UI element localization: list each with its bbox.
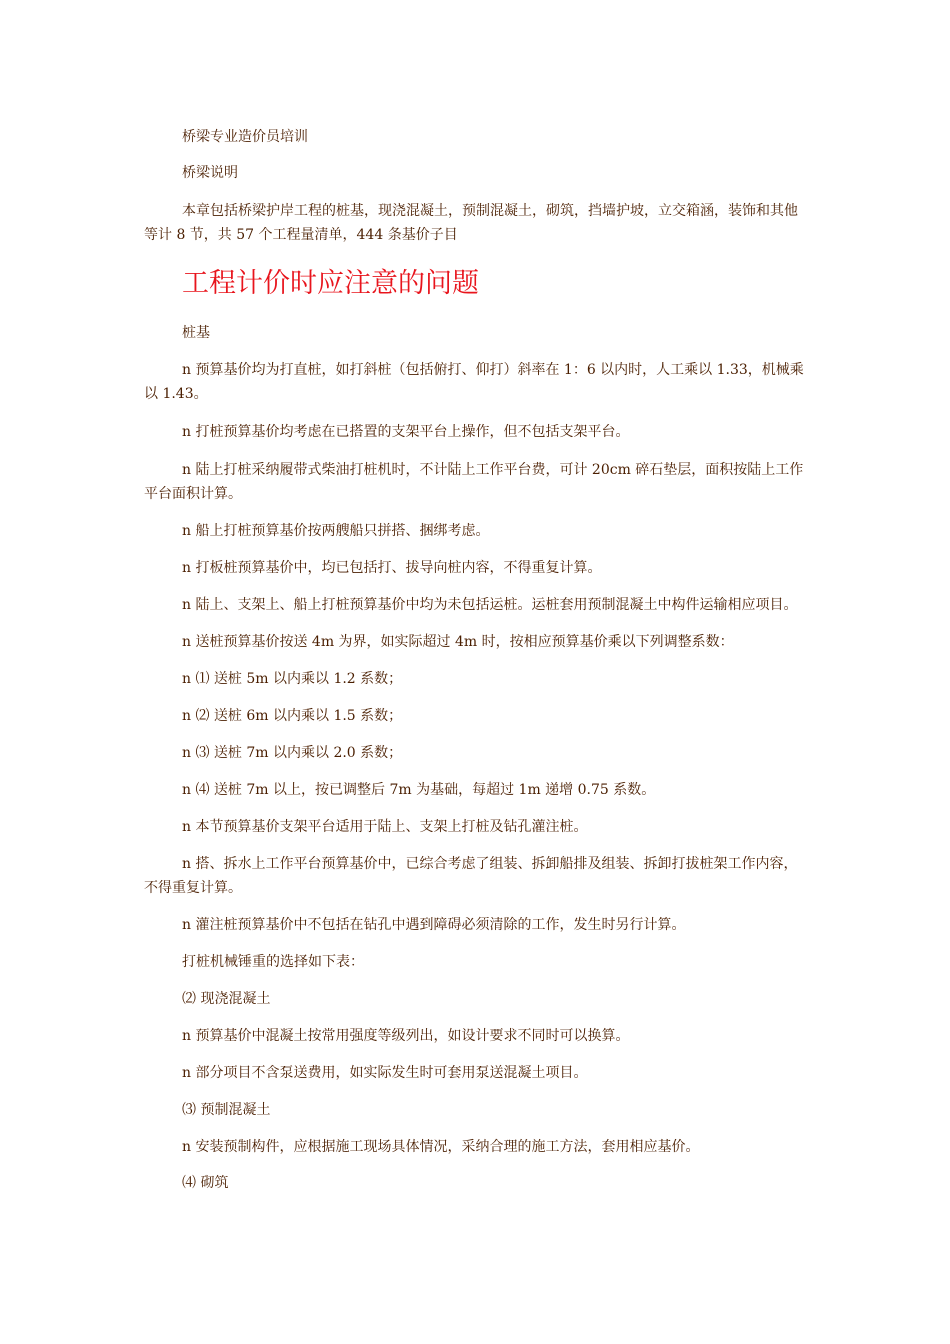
cast-item-2: n 部分项目不含泵送费用，如实际发生时可套用泵送混凝土项目。 [182,1065,588,1081]
cast-item-1: n 预算基价中混凝土按常用强度等级列出，如设计要求不同时可以换算。 [182,1028,630,1044]
pile-item-5: n 打板桩预算基价中，均已包括打、拔导向桩内容，不得重复计算。 [182,560,602,576]
section-title-pile: 桩基 [182,325,210,341]
pile-item-7: n 送桩预算基价按送 4m 为界，如实际超过 4m 时，按相应预算基价乘以下列调整系数： [182,634,734,650]
pile-item-12: n 本节预算基价支架平台适用于陆上、支架上打桩及钻孔灌注桩。 [182,819,588,835]
section-title-cast: ⑵ 现浇混凝土 [182,991,271,1007]
pile-item-3: n 陆上打桩采纳履带式柴油打桩机时，不计陆上工作平台费，可计 20cm 碎石垫层，面积按陆上工作平台面积计算。 [144,462,804,502]
section-title-masonry: ⑷ 砌筑 [182,1175,229,1191]
pile-item-1: n 预算基价均为打直桩，如打斜桩（包括俯打、仰打）斜率在 1：6 以内时，人工乘以 1.33，机械乘以 1.43。 [144,362,804,402]
pile-item-6: n 陆上、支架上、船上打桩预算基价中均为未包括运桩。运桩套用预制混凝土中构件运输相应项目。 [182,597,798,613]
section-title-precast: ⑶ 预制混凝土 [182,1102,271,1118]
pile-item-10: n ⑶ 送桩 7m 以内乘以 2.0 系数； [182,745,403,761]
pile-item-4: n 船上打桩预算基价按两艘船只拼搭、捆绑考虑。 [182,523,490,539]
pile-item-2: n 打桩预算基价均考虑在已搭置的支架平台上操作，但不包括支架平台。 [182,424,630,440]
pile-item-14: n 灌注桩预算基价中不包括在钻孔中遇到障碍必须清除的工作，发生时另行计算。 [182,917,686,933]
pile-item-13: n 搭、拆水上工作平台预算基价中，已综合考虑了组装、拆卸船排及组装、拆卸打拔桩架工作内容，不得重复计算。 [144,856,798,896]
doc-title: 桥梁专业造价员培训 [182,129,308,145]
pile-item-8: n ⑴ 送桩 5m 以内乘以 1.2 系数； [182,671,403,687]
section-heading: 工程计价时应注意的问题 [182,268,479,299]
pile-item-11: n ⑷ 送桩 7m 以上，按已调整后 7m 为基础，每超过 1m 递增 0.75 系数。 [182,782,656,798]
doc-subtitle: 桥梁说明 [182,165,238,181]
precast-item-1: n 安装预制构件，应根据施工现场具体情况，采纳合理的施工方法，套用相应基价。 [182,1139,700,1155]
intro-paragraph: 本章包括桥梁护岸工程的桩基，现浇混凝土，预制混凝土，砌筑，挡墙护坡，立交箱涵，装饰和其他等计 8 节，共 57 个工程量清单，444 条基价子目 [144,203,798,243]
pile-item-9: n ⑵ 送桩 6m 以内乘以 1.5 系数； [182,708,403,724]
table-note: 打桩机械锤重的选择如下表： [182,954,364,970]
